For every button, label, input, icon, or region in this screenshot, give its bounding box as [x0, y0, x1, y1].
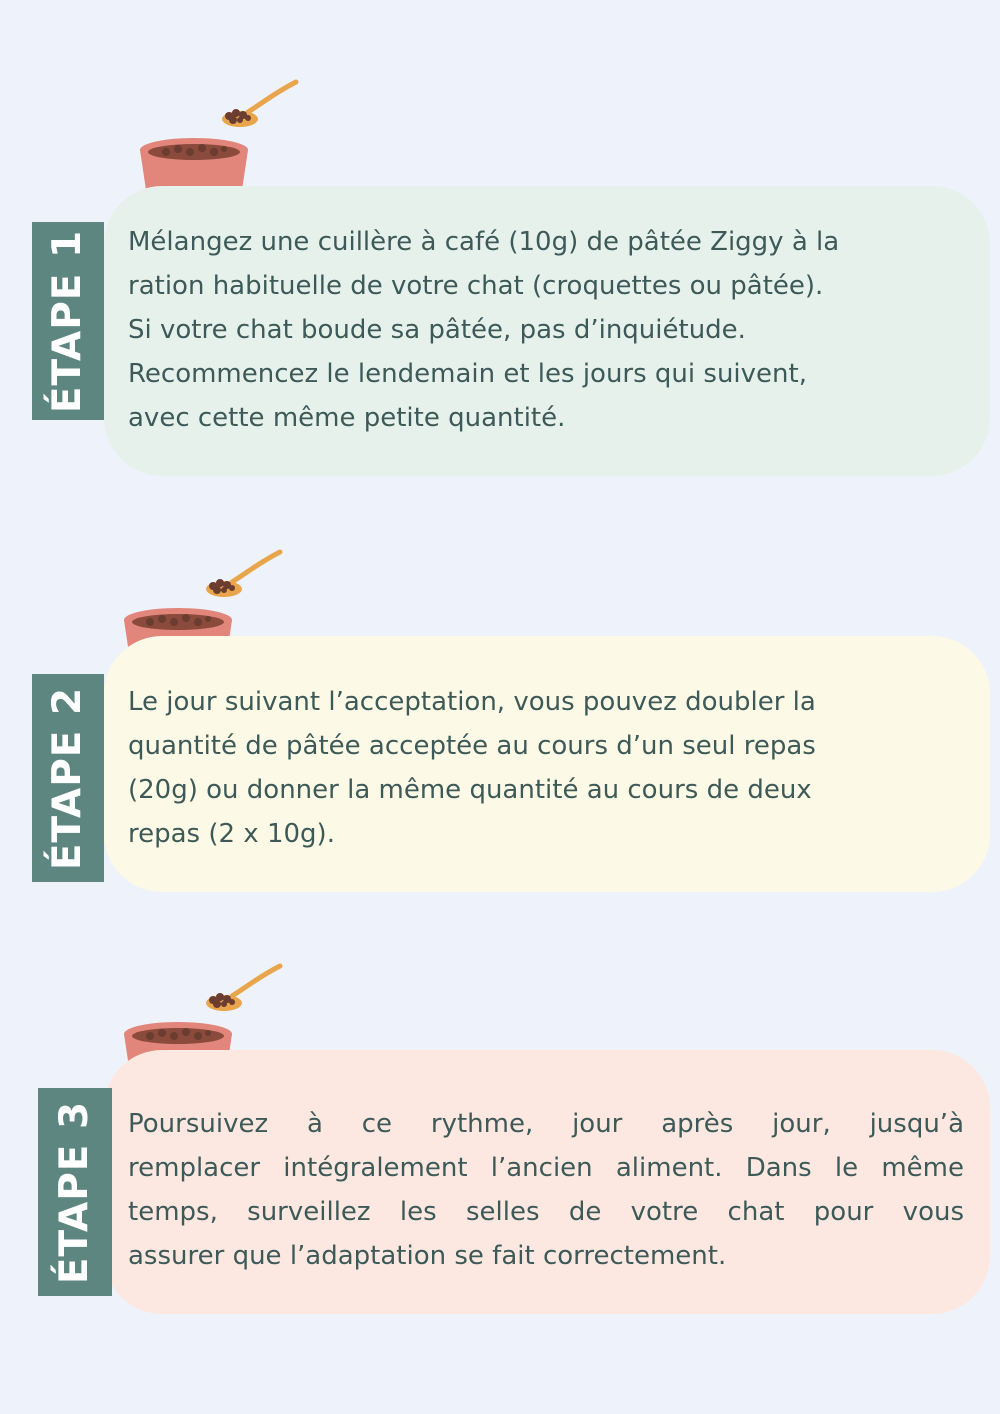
text-line: temps, surveillez les selles de votre chat pour vous	[128, 1197, 964, 1227]
text-line: Si votre chat boude sa pâtée, pas d’inquiétude.	[128, 315, 746, 345]
text-line: Mélangez une cuillère à café (10g) de pâtée Ziggy à la	[128, 227, 840, 257]
step-1-text	[128, 220, 964, 440]
text-line: remplacer intégralement l’ancien aliment. Dans le même	[128, 1153, 964, 1183]
step-1-card	[104, 186, 990, 476]
step-1-label: ÉTAPE 1	[32, 222, 104, 420]
text-line: (20g) ou donner la même quantité au cours de deux	[128, 775, 812, 805]
step-2-text	[128, 680, 964, 856]
text-line: assurer que l’adaptation se fait correctement.	[128, 1241, 727, 1271]
text-line: ration habituelle de votre chat (croquettes ou pâtée).	[128, 271, 824, 301]
text-line: repas (2 x 10g).	[128, 819, 335, 849]
text-line: Le jour suivant l’acceptation, vous pouvez doubler la	[128, 687, 816, 717]
step-2-label: ÉTAPE 2	[32, 674, 104, 882]
text-line: quantité de pâtée acceptée au cours d’un seul repas	[128, 731, 816, 761]
step-3-label: ÉTAPE 3	[38, 1088, 112, 1296]
step-3-text	[128, 1102, 964, 1278]
text-line: Recommencez le lendemain et les jours qui suivent,	[128, 359, 807, 389]
text-line: Poursuivez à ce rythme, jour après jour, jusqu’à	[128, 1109, 964, 1139]
food-bowl-spoon-icon	[136, 74, 306, 200]
step-3-card	[104, 1050, 990, 1314]
step-2-card	[104, 636, 990, 892]
text-line: avec cette même petite quantité.	[128, 403, 566, 433]
